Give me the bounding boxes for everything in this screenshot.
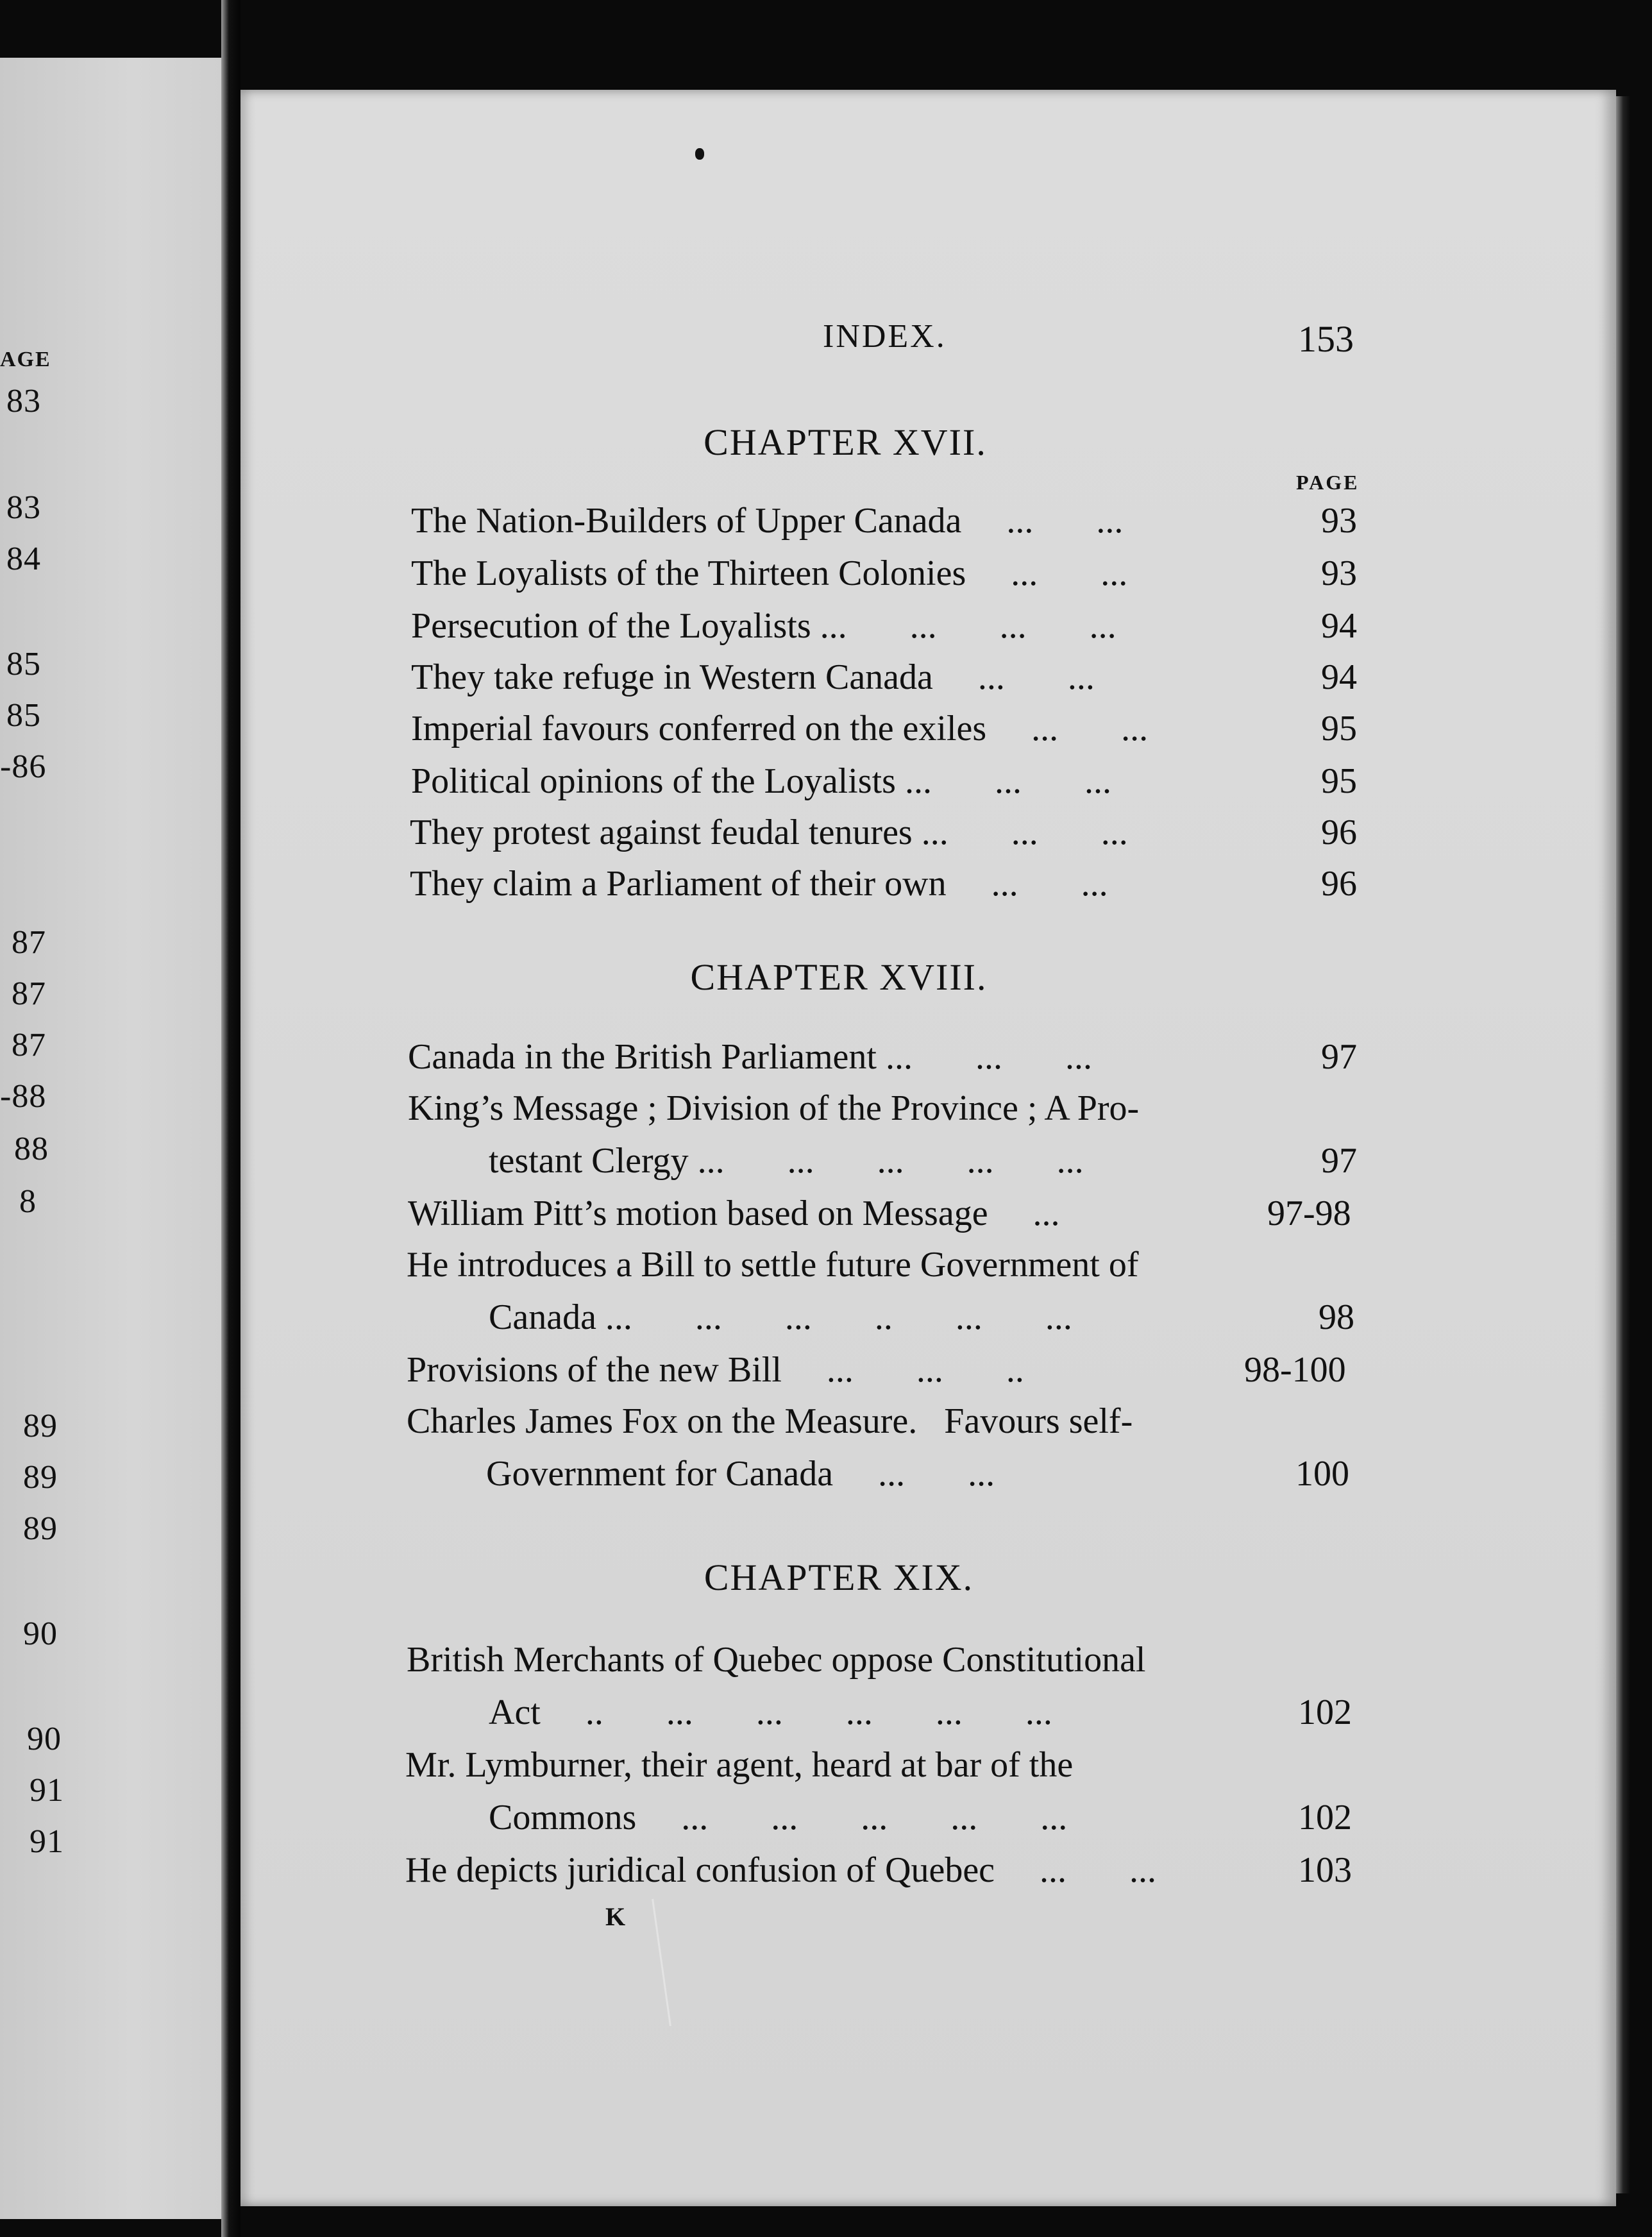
index-entry-page: 95 <box>1321 761 1357 801</box>
signature-mark: K <box>605 1902 626 1931</box>
facing-page-number: 87 <box>12 924 46 961</box>
index-entry-text: British Merchants of Quebec oppose Constitutional <box>407 1640 1146 1680</box>
chapter-heading: CHAPTER XIX. <box>704 1557 974 1598</box>
facing-page-number: 88 <box>14 1131 49 1167</box>
index-entry-page: 93 <box>1321 501 1357 541</box>
facing-page-number: 89 <box>23 1408 58 1444</box>
index-entry-text: Provisions of the new Bill ... ... .. <box>407 1350 1024 1390</box>
facing-page-number: -86 <box>0 748 47 785</box>
facing-page-number: 85 <box>6 697 41 734</box>
index-entry-page: 102 <box>1298 1798 1352 1837</box>
index-entry-page: 97 <box>1321 1037 1357 1077</box>
index-entry-page: 98-100 <box>1244 1350 1346 1390</box>
index-entry-text-continued: Canada ... ... ... .. ... ... <box>489 1297 1072 1337</box>
facing-page-number: 91 <box>30 1823 64 1860</box>
facing-page-number: -88 <box>0 1078 47 1115</box>
index-entry-text-continued: Commons ... ... ... ... ... <box>489 1798 1068 1837</box>
facing-page-column-label: AGE <box>0 348 51 371</box>
facing-page-number: 87 <box>12 1027 46 1063</box>
index-entry-page: 96 <box>1321 813 1357 852</box>
index-entry-page: 97-98 <box>1267 1194 1351 1233</box>
facing-page-number: 87 <box>12 975 46 1012</box>
index-entry-text: Persecution of the Loyalists ... ... ... ... <box>411 606 1117 646</box>
facing-page-number: 84 <box>6 541 41 577</box>
index-entry-text: The Nation-Builders of Upper Canada ... ... <box>411 501 1124 541</box>
index-entry-text: They claim a Parliament of their own ... ... <box>410 864 1108 904</box>
page-edge <box>1616 96 1630 2193</box>
index-entry-text-continued: Act .. ... ... ... ... ... <box>489 1693 1052 1732</box>
running-head-title: INDEX. <box>823 318 947 355</box>
page-number: 153 <box>1298 318 1354 360</box>
index-entry-text: King’s Message ; Division of the Province ; A Pro- <box>408 1088 1140 1128</box>
index-entry-text: He depicts juridical confusion of Quebec ... ... <box>405 1850 1157 1890</box>
facing-page-number: 83 <box>6 383 41 419</box>
index-entry-text-continued: Government for Canada ... ... <box>486 1454 995 1494</box>
ink-spot <box>695 148 704 160</box>
index-entry-page: 98 <box>1319 1297 1354 1337</box>
facing-page-number: 91 <box>30 1772 64 1809</box>
index-entry-text: William Pitt’s motion based on Message ... <box>408 1194 1060 1233</box>
facing-page-number: 89 <box>23 1459 58 1496</box>
index-entry-page: 94 <box>1321 606 1357 646</box>
facing-page-number: 90 <box>27 1721 62 1757</box>
index-entry-text: Charles James Fox on the Measure. Favours self- <box>407 1401 1133 1441</box>
page-column-label: PAGE <box>1296 471 1360 494</box>
index-entry-page: 100 <box>1295 1454 1349 1494</box>
index-entry-text: Canada in the British Parliament ... ... ... <box>408 1037 1092 1077</box>
chapter-heading: CHAPTER XVII. <box>704 421 987 463</box>
index-entry-text: The Loyalists of the Thirteen Colonies ... ... <box>411 553 1128 593</box>
index-entry-text: Mr. Lymburner, their agent, heard at bar of the <box>405 1745 1074 1785</box>
chapter-heading: CHAPTER XVIII. <box>690 956 988 998</box>
book-gutter <box>221 0 240 2237</box>
facing-page <box>0 58 221 2219</box>
facing-page-number: 83 <box>6 489 41 526</box>
index-entry-text: He introduces a Bill to settle future Government of <box>407 1245 1139 1285</box>
facing-page-number: 8 <box>19 1183 37 1220</box>
index-entry-page: 97 <box>1321 1141 1357 1181</box>
index-entry-page: 96 <box>1321 864 1357 904</box>
index-entry-text-continued: testant Clergy ... ... ... ... ... <box>489 1141 1084 1181</box>
index-entry-page: 93 <box>1321 553 1357 593</box>
index-entry-page: 95 <box>1321 709 1357 748</box>
index-entry-page: 94 <box>1321 657 1357 697</box>
index-entry-text: They take refuge in Western Canada ... ... <box>411 657 1095 697</box>
facing-page-number: 89 <box>23 1510 58 1547</box>
index-entry-text: Imperial favours conferred on the exiles ... ... <box>411 709 1149 748</box>
index-entry-text: They protest against feudal tenures ... ... ... <box>410 813 1128 852</box>
index-entry-text: Political opinions of the Loyalists ... ... ... <box>411 761 1111 801</box>
facing-page-number: 90 <box>23 1616 58 1652</box>
index-entry-page: 102 <box>1298 1693 1352 1732</box>
index-entry-page: 103 <box>1298 1850 1352 1890</box>
facing-page-number: 85 <box>6 646 41 682</box>
